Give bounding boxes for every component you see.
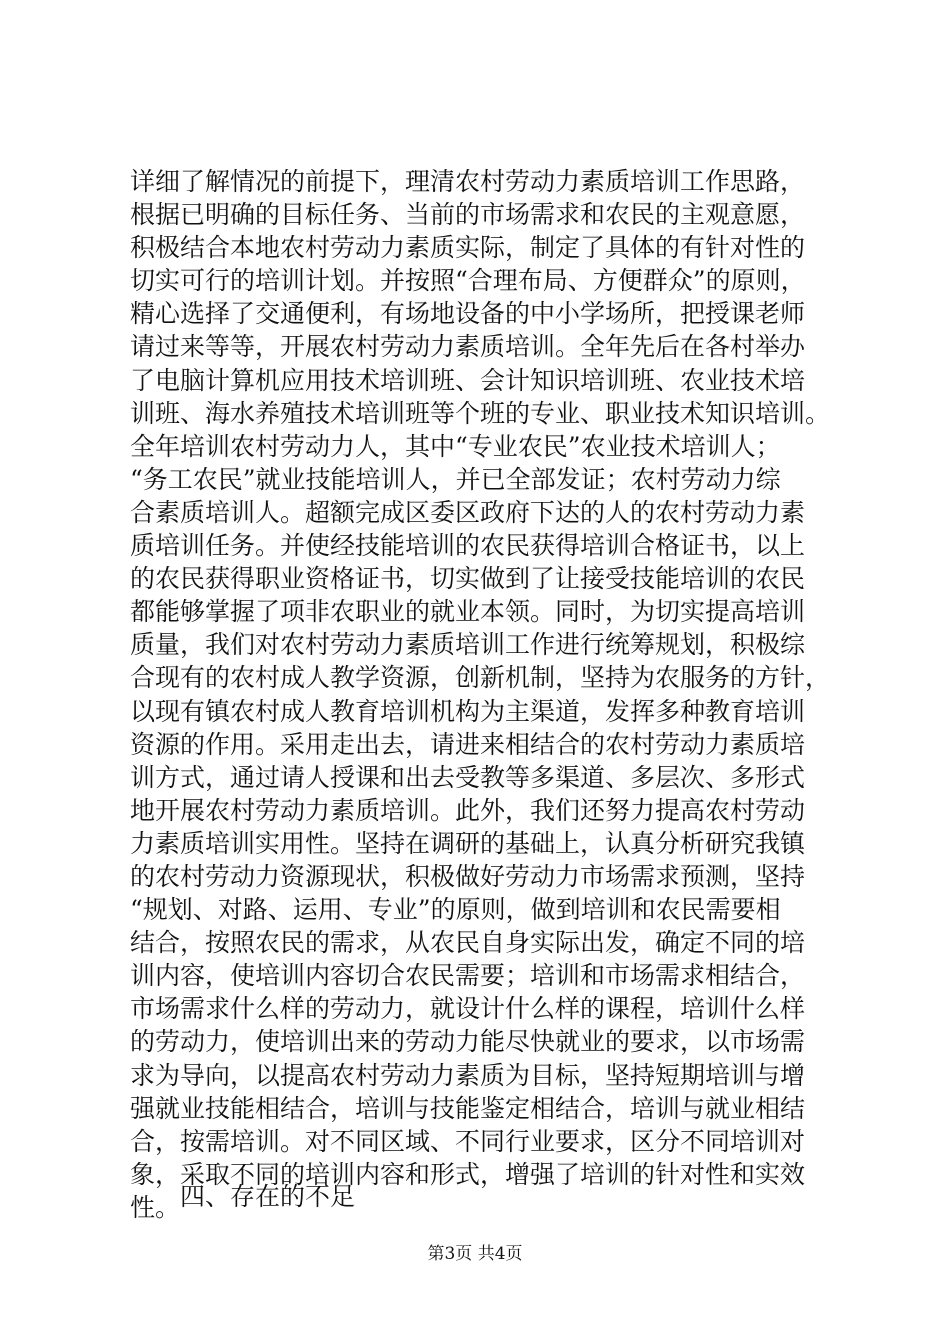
text-line: 训班、海水养殖技术培训班等个班的专业、职业技术知识培训。 [130,398,831,428]
text-line: 合现有的农村成人教学资源，创新机制，坚持为农服务的方针， [130,663,831,693]
text-line: 精心选择了交通便利，有场地设备的中小学场所，把授课老师 [130,299,806,329]
text-line: 质培训任务。并使经技能培训的农民获得培训合格证书，以上 [130,531,806,561]
text-line: 质量，我们对农村劳动力素质培训工作进行统筹规划，积极综 [130,630,806,660]
section-heading: 四、存在的不足 [180,1182,356,1211]
text-line: 请过来等等，开展农村劳动力素质培训。全年先后在各村举办 [130,332,806,362]
text-line: 结合，按照农民的需求，从农民自身实际出发，确定不同的培 [130,928,806,958]
text-line: 的农村劳动力资源现状，积极做好劳动力市场需求预测，坚持 [130,861,806,891]
text-line: “务工农民”就业技能培训人，并已全部发证；农村劳动力综 [130,464,781,494]
body-paragraph [130,165,830,1224]
text-line: 以现有镇农村成人教育培训机构为主渠道，发挥多种教育培训 [130,696,806,726]
text-line: 市场需求什么样的劳动力，就设计什么样的课程，培训什么样 [130,994,806,1024]
text-line: 求为导向，以提高农村劳动力素质为目标，坚持短期培训与增 [130,1060,806,1090]
text-line: 详细了解情况的前提下，理清农村劳动力素质培训工作思路， [130,167,806,196]
text-line: 资源的作用。采用走出去，请进来相结合的农村劳动力素质培 [130,729,806,759]
text-line: 的农民获得职业资格证书，切实做到了让接受技能培训的农民 [130,564,806,594]
text-line: 地开展农村劳动力素质培训。此外，我们还努力提高农村劳动 [130,795,806,825]
text-line: 强就业技能相结合，培训与技能鉴定相结合，培训与就业相结 [130,1093,806,1123]
text-line: 切实可行的培训计划。并按照“合理布局、方便群众”的原则， [130,266,806,296]
text-line: “规划、对路、运用、专业”的原则，做到培训和农民需要相 [130,895,781,925]
text-line: 象，采取不同的培训内容和形式，增强了培训的针对性和实效 [130,1159,806,1189]
text-line: 训内容，使培训内容切合农民需要；培训和市场需求相结合， [130,961,806,991]
text-line: 了电脑计算机应用技术培训班、会计知识培训班、农业技术培 [130,365,806,395]
text-line: 全年培训农村劳动力人，其中“专业农民”农业技术培训人； [130,431,781,461]
text-line: 力素质培训实用性。坚持在调研的基础上，认真分析研究我镇 [130,828,806,858]
text-line: 合素质培训人。超额完成区委区政府下达的人的农村劳动力素 [130,497,806,527]
text-line: 根据已明确的目标任务、当前的市场需求和农民的主观意愿， [130,200,806,230]
text-line: 积极结合本地农村劳动力素质实际，制定了具体的有针对性的 [130,233,806,263]
text-line: 性。 [130,1192,181,1222]
text-line: 的劳动力，使培训出来的劳动力能尽快就业的要求，以市场需 [130,1027,806,1057]
text-line: 合，按需培训。对不同区域、不同行业要求，区分不同培训对 [130,1126,806,1156]
text-line: 都能够掌握了项非农职业的就业本领。同时，为切实提高培训 [130,597,806,627]
page-number-footer: 第3页 共4页 [427,1244,523,1264]
text-line: 训方式，通过请人授课和出去受教等多渠道、多层次、多形式 [130,762,806,792]
